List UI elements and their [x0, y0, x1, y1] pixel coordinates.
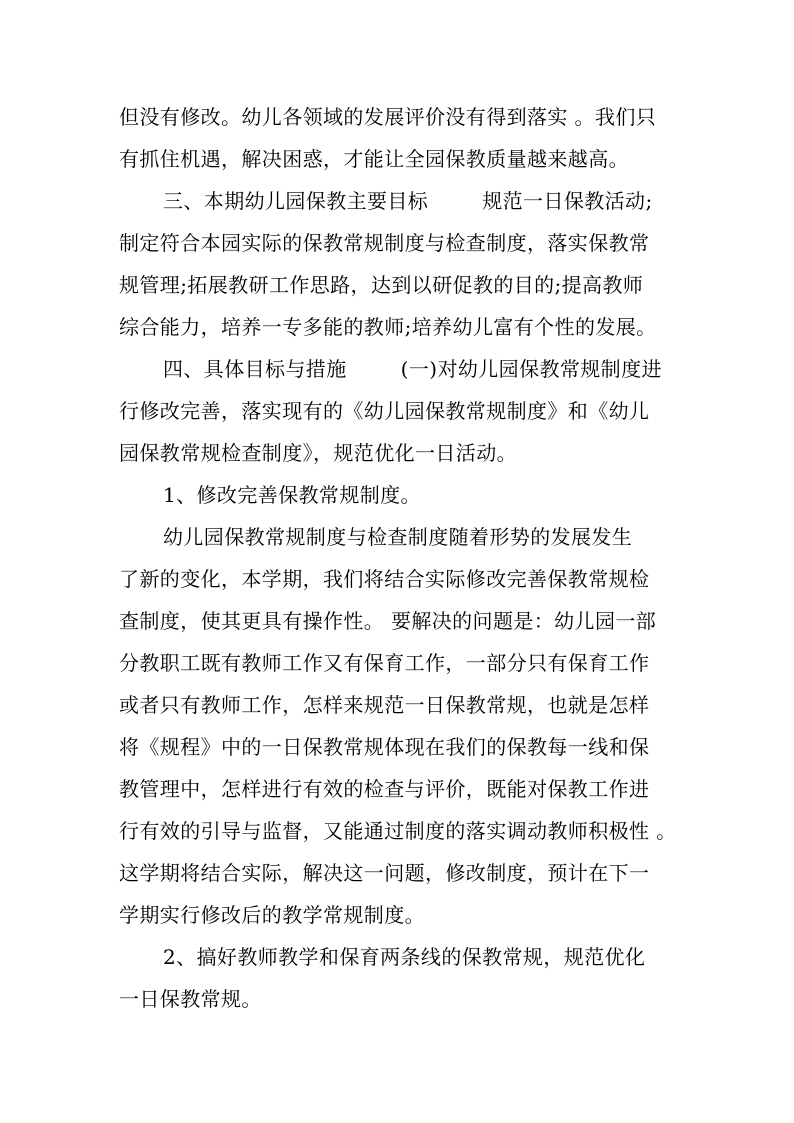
subsection-heading-line: 2、搞好教师教学和保育两条线的保教常规，规范优化 [163, 945, 646, 969]
text-line: 规管理;拓展教研工作思路，达到以研促教的目的;提高教师 [119, 273, 644, 297]
text-line: 分教职工既有教师工作又有保育工作，一部分只有保育工作 [119, 651, 650, 675]
section-heading-line: 三、本期幼儿园保教主要目标 规范一日保教活动; [163, 189, 653, 213]
text-line: 教管理中，怎样进行有效的检查与评价，既能对保教工作进 [119, 777, 650, 801]
text-line: 一日保教常规。 [119, 987, 262, 1011]
subsection-heading-line: 1、修改完善保教常规制度。 [163, 483, 421, 507]
text-line: 查制度，使其更具有操作性。 要解决的问题是：幼儿园一部 [119, 609, 657, 633]
text-line: 这学期将结合实际，解决这一问题，修改制度，预计在下一 [119, 861, 650, 885]
text-line: 有抓住机遇，解决困惑，才能让全园保教质量越来越高。 [119, 147, 629, 171]
text-line: 学期实行修改后的教学常规制度。 [119, 903, 425, 927]
text-line: 行有效的引导与监督，又能通过制度的落实调动教师积极性 。 [119, 819, 677, 843]
text-line: 了新的变化，本学期，我们将结合实际修改完善保教常规检 [119, 567, 650, 591]
text-line: 但没有修改。幼儿各领域的发展评价没有得到落实 。我们只 [119, 105, 657, 129]
text-line: 将《规程》中的一日保教常规体现在我们的保教每一线和保 [119, 735, 650, 759]
text-line: 行修改完善，落实现有的《幼儿园保教常规制度》和《幼儿 [119, 399, 650, 423]
text-line: 或者只有教师工作，怎样来规范一日保教常规，也就是怎样 [119, 693, 650, 717]
text-line: 幼儿园保教常规制度与检查制度随着形势的发展发生 [163, 525, 633, 549]
text-line: 综合能力，培养一专多能的教师;培养幼儿富有个性的发展。 [119, 315, 657, 339]
section-heading-line: 四、具体目标与措施 (一)对幼儿园保教常规制度进 [163, 357, 662, 381]
text-line: 制定符合本园实际的保教常规制度与检查制度，落实保教常 [119, 231, 650, 255]
text-line: 园保教常规检查制度》，规范优化一日活动。 [119, 441, 517, 465]
